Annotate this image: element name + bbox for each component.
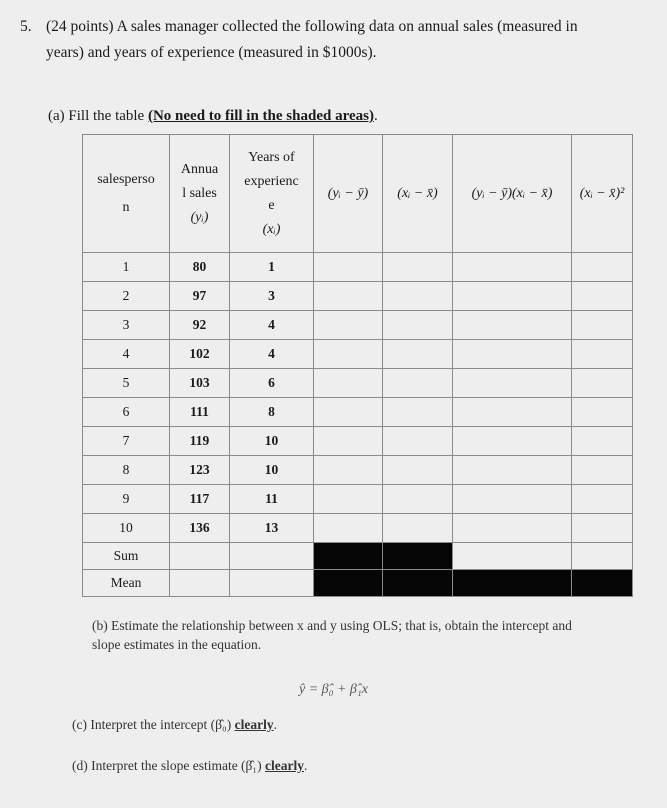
blank-cell[interactable] xyxy=(453,543,572,570)
cell-y: 102 xyxy=(170,340,230,369)
blank-cell[interactable] xyxy=(383,253,453,282)
blank-cell[interactable] xyxy=(453,369,572,398)
question-text-1: (24 points) A sales manager collected the following data on annual sales (measured in xyxy=(46,18,578,35)
cell-y: 92 xyxy=(170,311,230,340)
cell-n: 3 xyxy=(83,311,170,340)
blank-cell[interactable] xyxy=(230,543,314,570)
cell-x: 6 xyxy=(230,369,314,398)
part-d-emphasis: clearly xyxy=(265,758,304,773)
header-x-deviation-squared: (xᵢ − x̄)² xyxy=(572,135,633,253)
table-row xyxy=(83,398,633,427)
blank-cell[interactable] xyxy=(453,398,572,427)
shaded-cell xyxy=(453,570,572,597)
header-years-experience xyxy=(230,135,314,253)
header-annual-sales xyxy=(170,135,230,253)
blank-cell[interactable] xyxy=(572,485,633,514)
table-row xyxy=(83,282,633,311)
part-a-instruction xyxy=(48,108,378,125)
part-a-emphasis: (No need to fill in the shaded areas) xyxy=(147,108,374,124)
header-y-deviation: (yᵢ − ȳ) xyxy=(314,135,383,253)
blank-cell[interactable] xyxy=(170,543,230,570)
blank-cell[interactable] xyxy=(383,427,453,456)
question-header xyxy=(20,14,650,66)
blank-cell[interactable] xyxy=(314,253,383,282)
sum-row xyxy=(83,543,633,570)
blank-cell[interactable] xyxy=(453,340,572,369)
cell-x: 10 xyxy=(230,427,314,456)
header-years-line3: e xyxy=(268,197,275,213)
blank-cell[interactable] xyxy=(572,340,633,369)
question-line-2: years) and years of experience (measured in $1000s). xyxy=(46,44,377,61)
part-c-emphasis: clearly xyxy=(234,717,274,732)
part-a-suffix: . xyxy=(373,108,378,124)
cell-y: 123 xyxy=(170,456,230,485)
cell-n: 4 xyxy=(83,340,170,369)
cell-y: 117 xyxy=(170,485,230,514)
cell-x: 10 xyxy=(230,456,314,485)
blank-cell[interactable] xyxy=(383,514,453,543)
cell-y: 97 xyxy=(170,282,230,311)
part-c-text: (c) Interpret the intercept (β̂₀) xyxy=(72,717,235,732)
blank-cell[interactable] xyxy=(314,398,383,427)
blank-cell[interactable] xyxy=(453,485,572,514)
cell-n: 6 xyxy=(83,398,170,427)
shaded-cell xyxy=(572,570,633,597)
blank-cell[interactable] xyxy=(170,570,230,597)
blank-cell[interactable] xyxy=(314,427,383,456)
part-b-line-2: slope estimates in the equation. xyxy=(92,637,262,652)
part-b-line-1: (b) Estimate the relationship between x and y using OLS; that is, obtain the intercept and xyxy=(92,618,572,633)
blank-cell[interactable] xyxy=(383,282,453,311)
header-salesperson-line1: salesperso xyxy=(97,171,155,187)
cell-y: 136 xyxy=(170,514,230,543)
blank-cell[interactable] xyxy=(383,311,453,340)
table-row xyxy=(83,427,633,456)
header-cross-product: (yᵢ − ȳ)(xᵢ − x̄) xyxy=(453,135,572,253)
table-row xyxy=(83,456,633,485)
part-c-suffix: . xyxy=(273,717,277,732)
blank-cell[interactable] xyxy=(572,369,633,398)
part-a-prefix: (a) Fill the table xyxy=(48,108,148,124)
shaded-cell xyxy=(314,570,383,597)
shaded-cell xyxy=(383,570,453,597)
cell-x: 13 xyxy=(230,514,314,543)
part-d-instruction xyxy=(72,758,307,774)
data-table xyxy=(82,134,633,597)
blank-cell[interactable] xyxy=(572,253,633,282)
blank-cell[interactable] xyxy=(314,456,383,485)
header-salesperson xyxy=(83,135,170,253)
part-c-instruction xyxy=(72,717,277,733)
part-d-suffix: . xyxy=(304,758,308,773)
header-years-line1: Years of xyxy=(248,149,295,165)
blank-cell[interactable] xyxy=(314,311,383,340)
cell-x: 4 xyxy=(230,340,314,369)
blank-cell[interactable] xyxy=(572,514,633,543)
cell-x: 3 xyxy=(230,282,314,311)
blank-cell[interactable] xyxy=(383,398,453,427)
sum-label: Sum xyxy=(83,543,170,570)
table-row xyxy=(83,311,633,340)
cell-y: 111 xyxy=(170,398,230,427)
cell-y: 119 xyxy=(170,427,230,456)
blank-cell[interactable] xyxy=(572,398,633,427)
shaded-cell xyxy=(383,543,453,570)
cell-x: 11 xyxy=(230,485,314,514)
blank-cell[interactable] xyxy=(453,282,572,311)
blank-cell[interactable] xyxy=(314,369,383,398)
blank-cell[interactable] xyxy=(383,340,453,369)
cell-x: 8 xyxy=(230,398,314,427)
table-row xyxy=(83,340,633,369)
header-annual-line1: Annua xyxy=(180,161,219,177)
table-row xyxy=(83,253,633,282)
shaded-cell xyxy=(314,543,383,570)
cell-n: 10 xyxy=(83,514,170,543)
blank-cell[interactable] xyxy=(383,485,453,514)
mean-row xyxy=(83,570,633,597)
blank-cell[interactable] xyxy=(453,514,572,543)
blank-cell[interactable] xyxy=(314,485,383,514)
header-annual-symbol: (yᵢ) xyxy=(190,209,209,225)
regression-equation: ŷ = β̂₀ + β̂₁x xyxy=(298,682,368,697)
part-b-instruction xyxy=(92,616,637,654)
blank-cell[interactable] xyxy=(572,311,633,340)
blank-cell[interactable] xyxy=(453,253,572,282)
question-line-1 xyxy=(20,14,650,40)
header-x-deviation: (xᵢ − x̄) xyxy=(383,135,453,253)
blank-cell[interactable] xyxy=(572,427,633,456)
blank-cell[interactable] xyxy=(383,456,453,485)
blank-cell[interactable] xyxy=(453,427,572,456)
blank-cell[interactable] xyxy=(314,514,383,543)
blank-cell[interactable] xyxy=(314,340,383,369)
blank-cell[interactable] xyxy=(572,456,633,485)
header-salesperson-line2: n xyxy=(122,199,130,215)
blank-cell[interactable] xyxy=(453,311,572,340)
cell-y: 103 xyxy=(170,369,230,398)
question-number: 5. xyxy=(20,18,32,35)
cell-x: 4 xyxy=(230,311,314,340)
mean-label: Mean xyxy=(83,570,170,597)
table-row xyxy=(83,514,633,543)
cell-n: 8 xyxy=(83,456,170,485)
header-years-line2: experienc xyxy=(244,173,299,189)
table-row xyxy=(83,369,633,398)
part-d-text: (d) Interpret the slope estimate (β̂₁) xyxy=(72,758,266,773)
blank-cell[interactable] xyxy=(230,570,314,597)
cell-n: 7 xyxy=(83,427,170,456)
cell-n: 1 xyxy=(83,253,170,282)
cell-n: 2 xyxy=(83,282,170,311)
cell-x: 1 xyxy=(230,253,314,282)
table-row xyxy=(83,485,633,514)
blank-cell[interactable] xyxy=(572,543,633,570)
cell-y: 80 xyxy=(170,253,230,282)
cell-n: 9 xyxy=(83,485,170,514)
header-annual-line2: l sales xyxy=(182,185,217,201)
blank-cell[interactable] xyxy=(383,369,453,398)
table-header-row xyxy=(83,135,633,253)
blank-cell[interactable] xyxy=(453,456,572,485)
blank-cell[interactable] xyxy=(314,282,383,311)
header-years-symbol: (xᵢ) xyxy=(262,221,281,237)
cell-n: 5 xyxy=(83,369,170,398)
blank-cell[interactable] xyxy=(572,282,633,311)
